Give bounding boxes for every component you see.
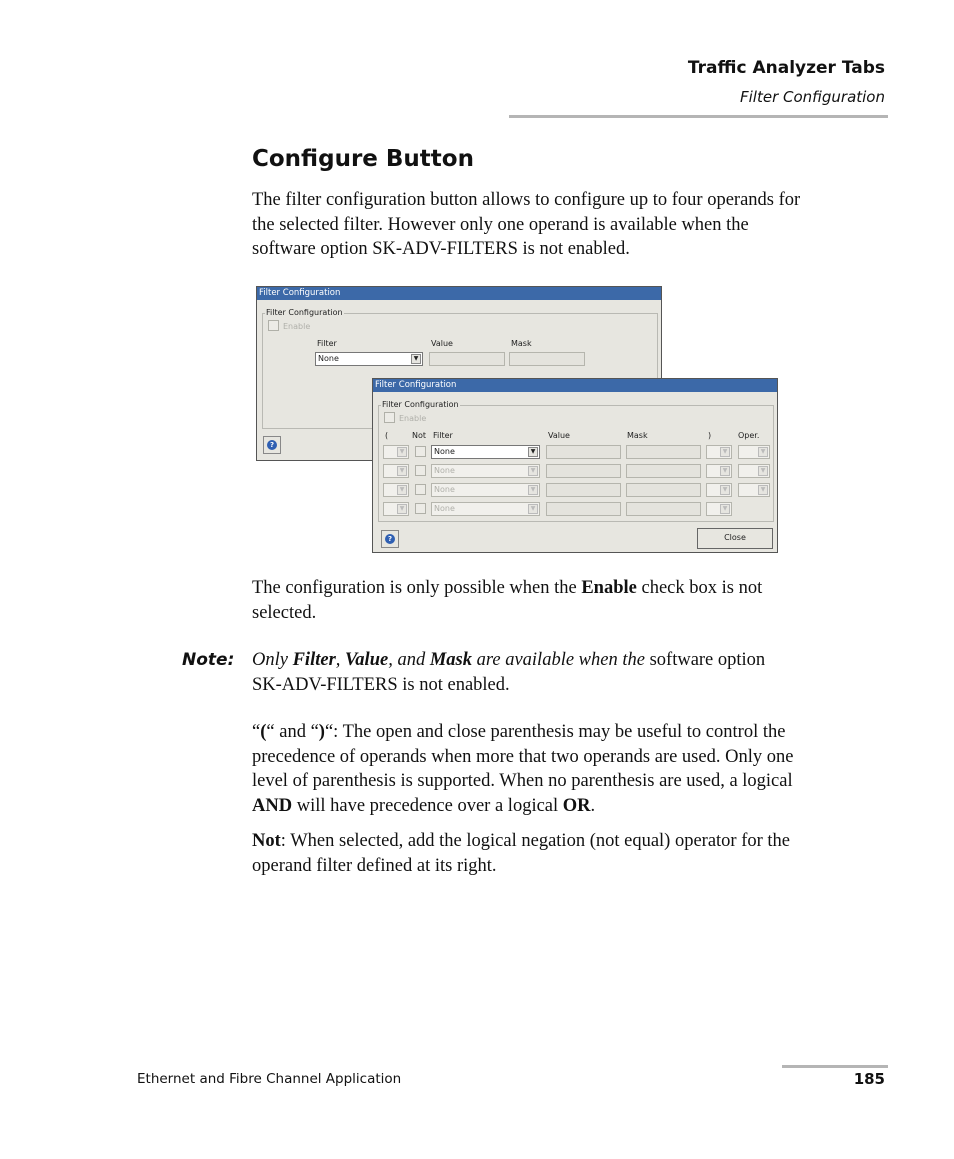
help-icon: ?	[385, 534, 395, 544]
operator-column-label: Oper.	[738, 431, 760, 440]
paren-text: “: The open and close parenthesis may be useful to control the	[324, 722, 786, 742]
chevron-down-icon: ▼	[758, 447, 768, 457]
filter-config-dialog-advanced	[372, 378, 778, 553]
paren-line	[252, 794, 888, 819]
config-paragraph	[252, 576, 888, 625]
close-button[interactable]: Close	[697, 528, 773, 549]
filter-select[interactable]	[431, 445, 540, 459]
not-text: : When selected, add the logical negation (not equal) operator for the	[280, 831, 791, 851]
close-paren-keyword: )	[318, 722, 325, 742]
not-checkbox[interactable]	[415, 484, 426, 495]
intro-line: the selected filter. However only one operand is available when the	[252, 214, 749, 235]
help-icon: ?	[267, 440, 277, 450]
filter-select[interactable]	[431, 502, 540, 516]
running-header-subtitle: Filter Configuration	[740, 88, 885, 106]
open-paren-column-label: (	[385, 431, 389, 440]
note-text: , and	[388, 650, 430, 670]
filter-column-label: Filter	[317, 339, 337, 348]
note-text: are available when the	[471, 650, 650, 670]
filter-select[interactable]	[431, 464, 540, 478]
note-line	[252, 648, 888, 673]
paren-line: precedence of operands when more that two operands are used. Only one	[252, 746, 794, 767]
paren-text: .	[590, 795, 596, 816]
footer-rule	[782, 1065, 888, 1068]
chevron-down-icon: ▼	[411, 354, 421, 364]
open-paren-keyword: (	[260, 722, 267, 742]
chevron-down-icon: ▼	[397, 466, 407, 476]
not-checkbox[interactable]	[415, 465, 426, 476]
chevron-down-icon: ▼	[397, 504, 407, 514]
parenthesis-paragraph	[252, 720, 888, 818]
not-column-label: Not	[412, 431, 427, 440]
and-keyword: AND	[252, 795, 293, 816]
mask-column-label: Mask	[627, 431, 648, 440]
value-field[interactable]	[546, 483, 621, 497]
dialog-title: Filter Configuration	[257, 287, 661, 300]
not-keyword: Not	[252, 831, 281, 851]
note-line: SK-ADV-FILTERS is not enabled.	[252, 674, 510, 695]
open-paren-select[interactable]	[383, 445, 409, 459]
intro-line: The filter configuration button allows to configure up to four operands for	[252, 190, 801, 210]
mask-field[interactable]	[626, 445, 701, 459]
close-paren-select[interactable]	[706, 483, 732, 497]
chevron-down-icon: ▼	[758, 466, 768, 476]
chevron-down-icon: ▼	[720, 504, 730, 514]
paren-line	[252, 720, 888, 745]
not-paragraph	[252, 829, 888, 878]
filter-select-value: None	[434, 466, 455, 475]
chevron-down-icon: ▼	[528, 466, 538, 476]
note-text: Only	[252, 650, 293, 670]
mask-column-label: Mask	[511, 339, 532, 348]
not-checkbox[interactable]	[415, 446, 426, 457]
value-field[interactable]	[546, 464, 621, 478]
chevron-down-icon: ▼	[528, 447, 538, 457]
enable-checkbox[interactable]	[268, 320, 279, 331]
paren-line: level of parenthesis is supported. When no parenthesis are used, a logical	[252, 771, 793, 791]
footer-title: Ethernet and Fibre Channel Application	[137, 1071, 402, 1087]
value-column-label: Value	[431, 339, 453, 348]
chevron-down-icon: ▼	[528, 485, 538, 495]
value-column-label: Value	[548, 431, 570, 440]
filter-column-label: Filter	[433, 431, 453, 440]
help-button[interactable]	[263, 436, 281, 454]
mask-field[interactable]	[626, 502, 701, 516]
operator-select[interactable]	[738, 445, 770, 459]
header-rule	[509, 115, 888, 118]
intro-line: software option SK-ADV-FILTERS is not enabled.	[252, 239, 630, 259]
open-paren-select[interactable]	[383, 464, 409, 478]
mask-field[interactable]	[626, 483, 701, 497]
chevron-down-icon: ▼	[720, 485, 730, 495]
help-button[interactable]	[381, 530, 399, 548]
open-paren-select[interactable]	[383, 502, 409, 516]
mask-field[interactable]	[509, 352, 585, 366]
paren-text: will have precedence over a logical	[292, 795, 563, 816]
filter-select-value: None	[434, 447, 455, 456]
close-paren-select[interactable]	[706, 502, 732, 516]
chevron-down-icon: ▼	[720, 466, 730, 476]
filter-select-value: None	[434, 504, 455, 513]
note-text: software option	[649, 650, 766, 670]
close-paren-column-label: )	[708, 431, 712, 440]
config-line	[252, 576, 888, 601]
value-field[interactable]	[546, 502, 621, 516]
running-header-title: Traffic Analyzer Tabs	[687, 58, 885, 78]
close-paren-select[interactable]	[706, 445, 732, 459]
not-checkbox[interactable]	[415, 503, 426, 514]
section-heading: Configure Button	[252, 146, 474, 172]
operator-select[interactable]	[738, 464, 770, 478]
config-line: selected.	[252, 602, 317, 623]
operator-select[interactable]	[738, 483, 770, 497]
paren-text: “ and “	[266, 722, 319, 742]
mask-field[interactable]	[626, 464, 701, 478]
note-paragraph	[252, 648, 888, 697]
config-text: The configuration is only possible when the	[252, 578, 582, 598]
paren-text: “	[252, 722, 261, 742]
filter-select[interactable]	[315, 352, 423, 366]
not-line: operand filter defined at its right.	[252, 855, 497, 876]
enable-label: Enable	[283, 322, 311, 331]
note-text: ,	[335, 650, 346, 670]
intro-paragraph	[252, 188, 888, 262]
group-label: Filter Configuration	[382, 400, 459, 409]
mask-keyword: Mask	[429, 650, 472, 670]
page-number: 185	[853, 1070, 885, 1088]
filter-keyword: Filter	[292, 650, 336, 670]
chevron-down-icon: ▼	[397, 485, 407, 495]
value-keyword: Value	[345, 650, 389, 670]
dialog-title: Filter Configuration	[373, 379, 777, 392]
chevron-down-icon: ▼	[397, 447, 407, 457]
chevron-down-icon: ▼	[528, 504, 538, 514]
group-label: Filter Configuration	[266, 308, 343, 317]
config-text: check box is not	[636, 578, 763, 598]
value-field[interactable]	[429, 352, 505, 366]
chevron-down-icon: ▼	[758, 485, 768, 495]
enable-checkbox[interactable]	[384, 412, 395, 423]
enable-label: Enable	[399, 414, 427, 423]
or-keyword: OR	[562, 795, 591, 816]
note-label: Note:	[182, 650, 235, 670]
open-paren-select[interactable]	[383, 483, 409, 497]
value-field[interactable]	[546, 445, 621, 459]
filter-select[interactable]	[431, 483, 540, 497]
filter-select-value: None	[434, 485, 455, 494]
enable-keyword: Enable	[581, 578, 637, 598]
chevron-down-icon: ▼	[720, 447, 730, 457]
not-line	[252, 829, 888, 854]
close-paren-select[interactable]	[706, 464, 732, 478]
filter-select-value: None	[318, 354, 339, 363]
